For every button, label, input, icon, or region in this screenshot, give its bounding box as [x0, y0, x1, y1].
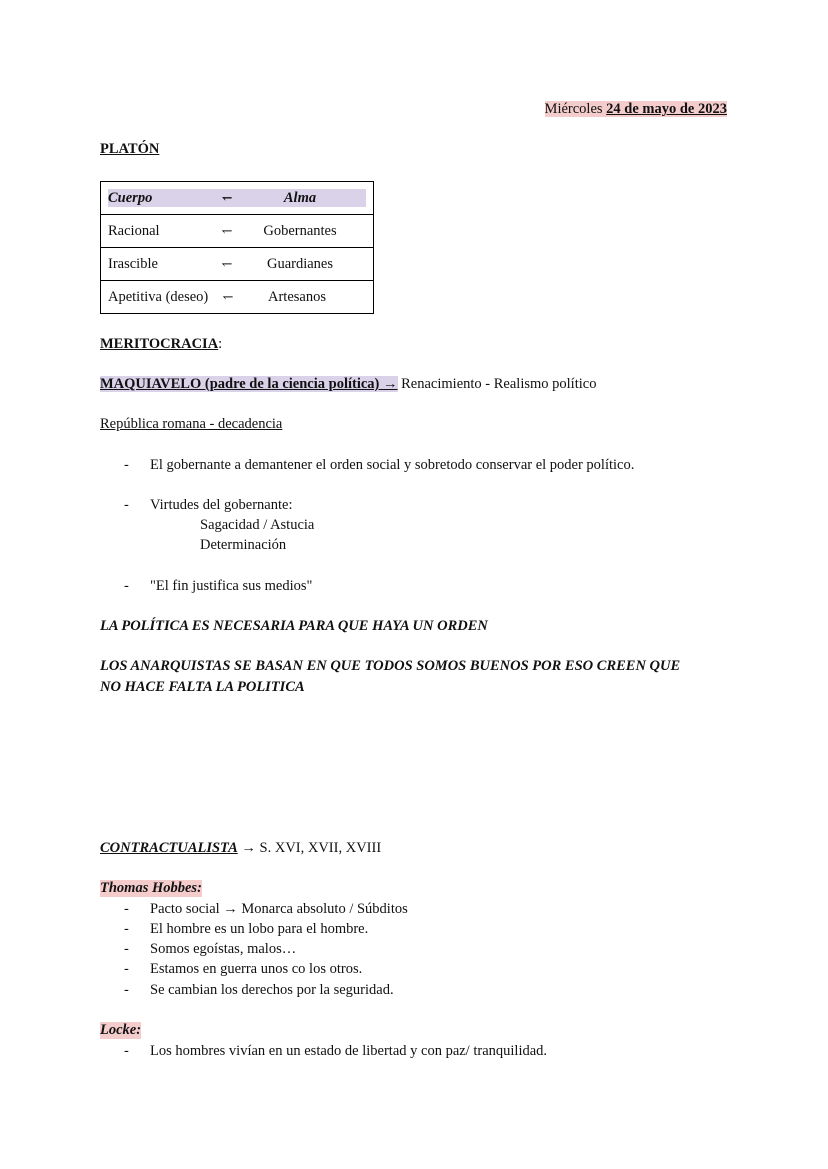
arrow-icon: ↽: [221, 190, 233, 205]
bullet-marker: -: [124, 901, 129, 917]
bullet-marker: -: [124, 941, 129, 957]
row-right: Artesanos: [268, 288, 326, 305]
statement: LA POLÍTICA ES NECESARIA PARA QUE HAYA UN ORDEN: [100, 618, 488, 634]
plato-title: PLATÓN: [100, 141, 160, 157]
maquiavelo-subtitle: República romana - decadencia: [100, 416, 283, 432]
list-item: Virtudes del gobernante:: [150, 497, 293, 513]
header-alma: Alma: [283, 189, 317, 206]
list-item: "El fin justifica sus medios": [150, 578, 313, 594]
arrow-icon: ↽: [221, 223, 233, 238]
bullet-marker: -: [124, 982, 129, 998]
bullet-marker: -: [124, 921, 129, 937]
row-left: Apetitiva (deseo): [108, 288, 209, 305]
maquiavelo-line: [100, 376, 596, 393]
meritocracia-colon: :: [218, 336, 223, 352]
date-value: 24 de mayo de 2023: [606, 101, 727, 117]
row-right: Gobernantes: [263, 222, 337, 239]
list-item: Pacto social → Monarca absoluto / Súbditos: [150, 901, 408, 917]
row-right: Guardianes: [266, 255, 334, 272]
list-item: Estamos en guerra unos co los otros.: [150, 961, 363, 977]
table-row: [101, 281, 374, 314]
date-line: [545, 101, 727, 118]
statement: NO HACE FALTA LA POLITICA: [100, 679, 305, 695]
row-left: Racional: [108, 222, 160, 239]
bullet-marker: -: [124, 457, 129, 473]
locke-title: Locke:: [100, 1022, 142, 1038]
arrow-icon: ↽: [221, 256, 233, 271]
contractualista-rest: → S. XVI, XVII, XVIII: [237, 840, 382, 856]
arrow-icon: ↽: [222, 289, 234, 304]
plato-table: [100, 181, 374, 314]
list-item: El hombre es un lobo para el hombre.: [150, 921, 369, 937]
maquiavelo-rest: Renacimiento - Realismo político: [397, 376, 597, 392]
maquiavelo-title: MAQUIAVELO (padre de la ciencia política) →: [100, 376, 398, 392]
bullet-marker: -: [124, 497, 129, 513]
list-item: Los hombres vivían en un estado de libertad y con paz/ tranquilidad.: [150, 1043, 548, 1059]
virtue-item: Determinación: [200, 537, 287, 553]
statement: LOS ANARQUISTAS SE BASAN EN QUE TODOS SOMOS BUENOS POR ESO CREEN QUE: [100, 658, 681, 674]
contractualista-line: [100, 840, 381, 857]
meritocracia-line: [100, 336, 222, 353]
meritocracia-title: MERITOCRACIA: [100, 336, 219, 352]
bullet-marker: -: [124, 961, 129, 977]
date-weekday: Miércoles: [544, 101, 603, 117]
bullet-marker: -: [124, 578, 129, 594]
list-item: El gobernante a demantener el orden social y sobretodo conservar el poder político.: [150, 457, 635, 473]
header-cuerpo: Cuerpo: [108, 189, 153, 206]
table-header-row: [101, 182, 374, 215]
contractualista-title: CONTRACTUALISTA: [100, 840, 238, 856]
hobbes-title: Thomas Hobbes:: [100, 880, 202, 896]
list-item: Se cambian los derechos por la seguridad.: [150, 982, 394, 998]
virtue-item: Sagacidad / Astucia: [200, 517, 315, 533]
table-row: [101, 215, 374, 248]
row-left: Irascible: [108, 255, 158, 272]
table-row: [101, 248, 374, 281]
list-item: Somos egoístas, malos…: [150, 941, 297, 957]
bullet-marker: -: [124, 1043, 129, 1059]
